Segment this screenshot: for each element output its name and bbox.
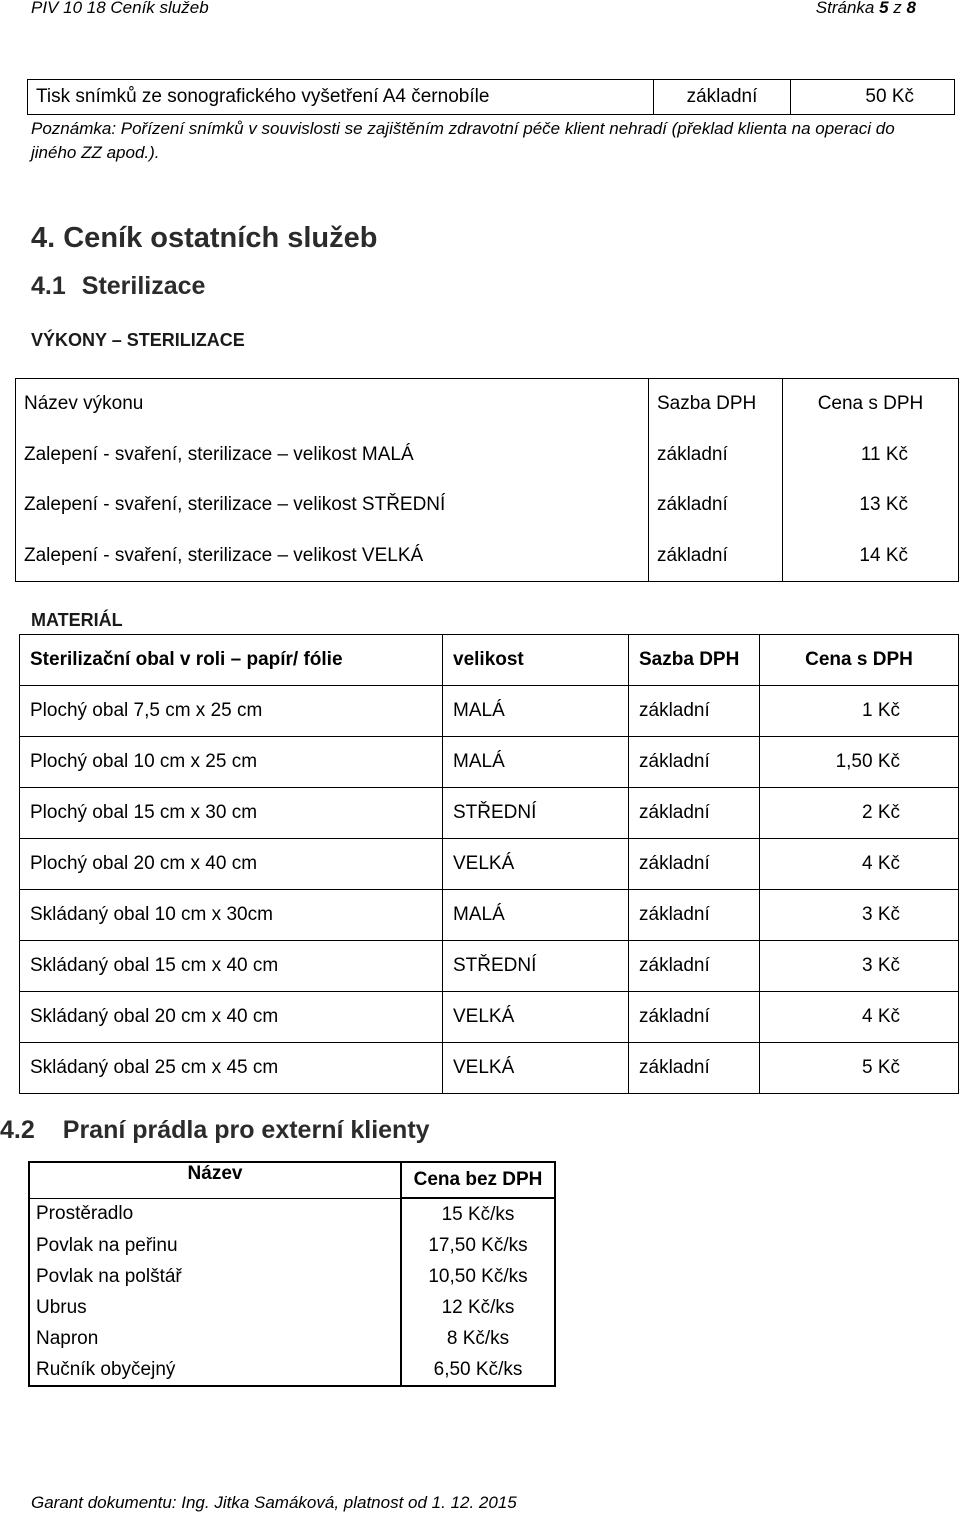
table-row (16, 430, 959, 480)
table-row (20, 941, 959, 992)
cell-cena: 2 Kč (760, 788, 959, 839)
cell-cena: 8 Kč/ks (401, 1323, 555, 1354)
cell-velikost: MALÁ (443, 737, 629, 788)
header-cell: Název výkonu (24, 393, 144, 415)
cell-sazba: základní (649, 430, 783, 480)
table-row (20, 737, 959, 788)
table-row (29, 1323, 555, 1354)
doc-header-title: PIV 10 18 Ceník služeb (31, 0, 209, 17)
section-4-1-heading (31, 272, 205, 301)
section-4-1-number: 4.1 (31, 272, 66, 300)
cell-name: Povlak na polštář (36, 1265, 182, 1287)
section-4-heading: 4. Ceník ostatních služeb (31, 222, 378, 254)
header-cell: Sterilizační obal v roli – papír/ fólie (20, 635, 443, 686)
note-text: Poznámka: Pořízení snímků v souvislosti se zajištěním zdravotní péče klient nehradí (překlad klienta na operaci do jiného ZZ apod.). (31, 119, 895, 162)
cell-sazba: základní (629, 992, 760, 1043)
table-row (16, 480, 959, 530)
table-header-row (29, 1162, 555, 1198)
cell-sazba: základní (629, 788, 760, 839)
header-cell: Cena s DPH (783, 379, 959, 430)
header-cell: Název (29, 1162, 401, 1198)
cell-name: Skládaný obal 15 cm x 40 cm (20, 941, 443, 992)
cell-name: Zalepení - svaření, sterilizace – velikost VELKÁ (24, 544, 424, 566)
cell-name: Skládaný obal 20 cm x 40 cm (20, 992, 443, 1043)
doc-footer: Garant dokumentu: Ing. Jitka Samáková, platnost od 1. 12. 2015 (31, 1493, 517, 1512)
page-indicator (816, 0, 916, 18)
table-row (20, 839, 959, 890)
cell-name: Plochý obal 20 cm x 40 cm (20, 839, 443, 890)
cell-velikost: STŘEDNÍ (443, 941, 629, 992)
table-header-row (20, 635, 959, 686)
table-row (20, 788, 959, 839)
header-cell: Cena bez DPH (401, 1162, 555, 1198)
table-row (29, 1292, 555, 1323)
table-row (29, 1354, 555, 1386)
cell-name: Skládaný obal 25 cm x 45 cm (20, 1043, 443, 1094)
cell-cena: 6,50 Kč/ks (401, 1354, 555, 1386)
cell-cena: 10,50 Kč/ks (401, 1261, 555, 1292)
cell-cena: 14 Kč (783, 530, 959, 581)
cell-cena: 15 Kč/ks (401, 1198, 555, 1230)
cell-cena: 4 Kč (760, 839, 959, 890)
cell-cena: 5 Kč (760, 1043, 959, 1094)
cell-name: Ubrus (36, 1296, 87, 1318)
cell-velikost: VELKÁ (443, 1043, 629, 1094)
cell-name: Zalepení - svaření, sterilizace – velikost STŘEDNÍ (24, 494, 446, 516)
table-row (29, 1230, 555, 1261)
section-4-2-title: Praní prádla pro externí klienty (62, 1116, 430, 1144)
table-row (20, 890, 959, 941)
header-cell: velikost (443, 635, 629, 686)
cell-name: Ručník obyčejný (36, 1358, 176, 1380)
foto-price-row (27, 79, 955, 115)
cell-velikost: MALÁ (443, 890, 629, 941)
page-prefix: Stránka (815, 0, 880, 17)
page-sep: z (888, 0, 907, 17)
cell-cena: 3 Kč (760, 941, 959, 992)
material-label: MATERIÁL (31, 610, 123, 630)
page-total: 8 (906, 0, 916, 17)
cell-sazba: základní (629, 941, 760, 992)
cell-cena: 1 Kč (760, 686, 959, 737)
section-4-2-number: 4.2 (0, 1116, 35, 1144)
cell-name: Zalepení - svaření, sterilizace – velikost MALÁ (24, 443, 414, 465)
cell-sazba: základní (629, 839, 760, 890)
material-table (19, 634, 959, 1094)
cell-name: Skládaný obal 10 cm x 30cm (20, 890, 443, 941)
cell-sazba: základní (629, 1043, 760, 1094)
cell-name: Plochý obal 7,5 cm x 25 cm (20, 686, 443, 737)
table-row (29, 1261, 555, 1292)
cell-name: Plochý obal 15 cm x 30 cm (20, 788, 443, 839)
cell-velikost: VELKÁ (443, 992, 629, 1043)
cell-cena: 12 Kč/ks (401, 1292, 555, 1323)
cell-sazba: základní (629, 737, 760, 788)
cell-velikost: MALÁ (443, 686, 629, 737)
table-row (16, 530, 959, 581)
sterilizace-table (15, 378, 959, 582)
foto-cena: 50 Kč (791, 80, 955, 115)
foto-name: Tisk snímků ze sonografického vyšetření A4 černobíle (28, 80, 654, 115)
cell-cena: 17,50 Kč/ks (401, 1230, 555, 1261)
prani-table (28, 1161, 556, 1387)
cell-velikost: VELKÁ (443, 839, 629, 890)
table-row (20, 686, 959, 737)
cell-velikost: STŘEDNÍ (443, 788, 629, 839)
cell-sazba: základní (629, 890, 760, 941)
header-cell: Sazba DPH (629, 635, 760, 686)
table-row (20, 992, 959, 1043)
table-row (20, 1043, 959, 1094)
table-row (29, 1198, 555, 1230)
cell-name: Napron (36, 1327, 99, 1349)
cell-cena: 1,50 Kč (760, 737, 959, 788)
foto-sazba: základní (654, 80, 791, 115)
header-cell: Cena s DPH (760, 635, 959, 686)
cell-cena: 11 Kč (783, 430, 959, 480)
cell-cena: 3 Kč (760, 890, 959, 941)
cell-cena: 13 Kč (783, 480, 959, 530)
cell-sazba: základní (649, 480, 783, 530)
cell-cena: 4 Kč (760, 992, 959, 1043)
cell-name: Plochý obal 10 cm x 25 cm (20, 737, 443, 788)
table-header-row (16, 379, 959, 430)
page-number: 5 (879, 0, 889, 17)
cell-name: Povlak na peřinu (36, 1234, 178, 1256)
section-4-2-heading (0, 1116, 430, 1145)
vykony-label: VÝKONY – STERILIZACE (31, 330, 245, 350)
cell-sazba: základní (629, 686, 760, 737)
cell-sazba: základní (649, 530, 783, 581)
header-cell: Sazba DPH (649, 379, 783, 430)
section-4-1-title: Sterilizace (81, 272, 206, 300)
cell-name: Prostěradlo (36, 1203, 134, 1225)
